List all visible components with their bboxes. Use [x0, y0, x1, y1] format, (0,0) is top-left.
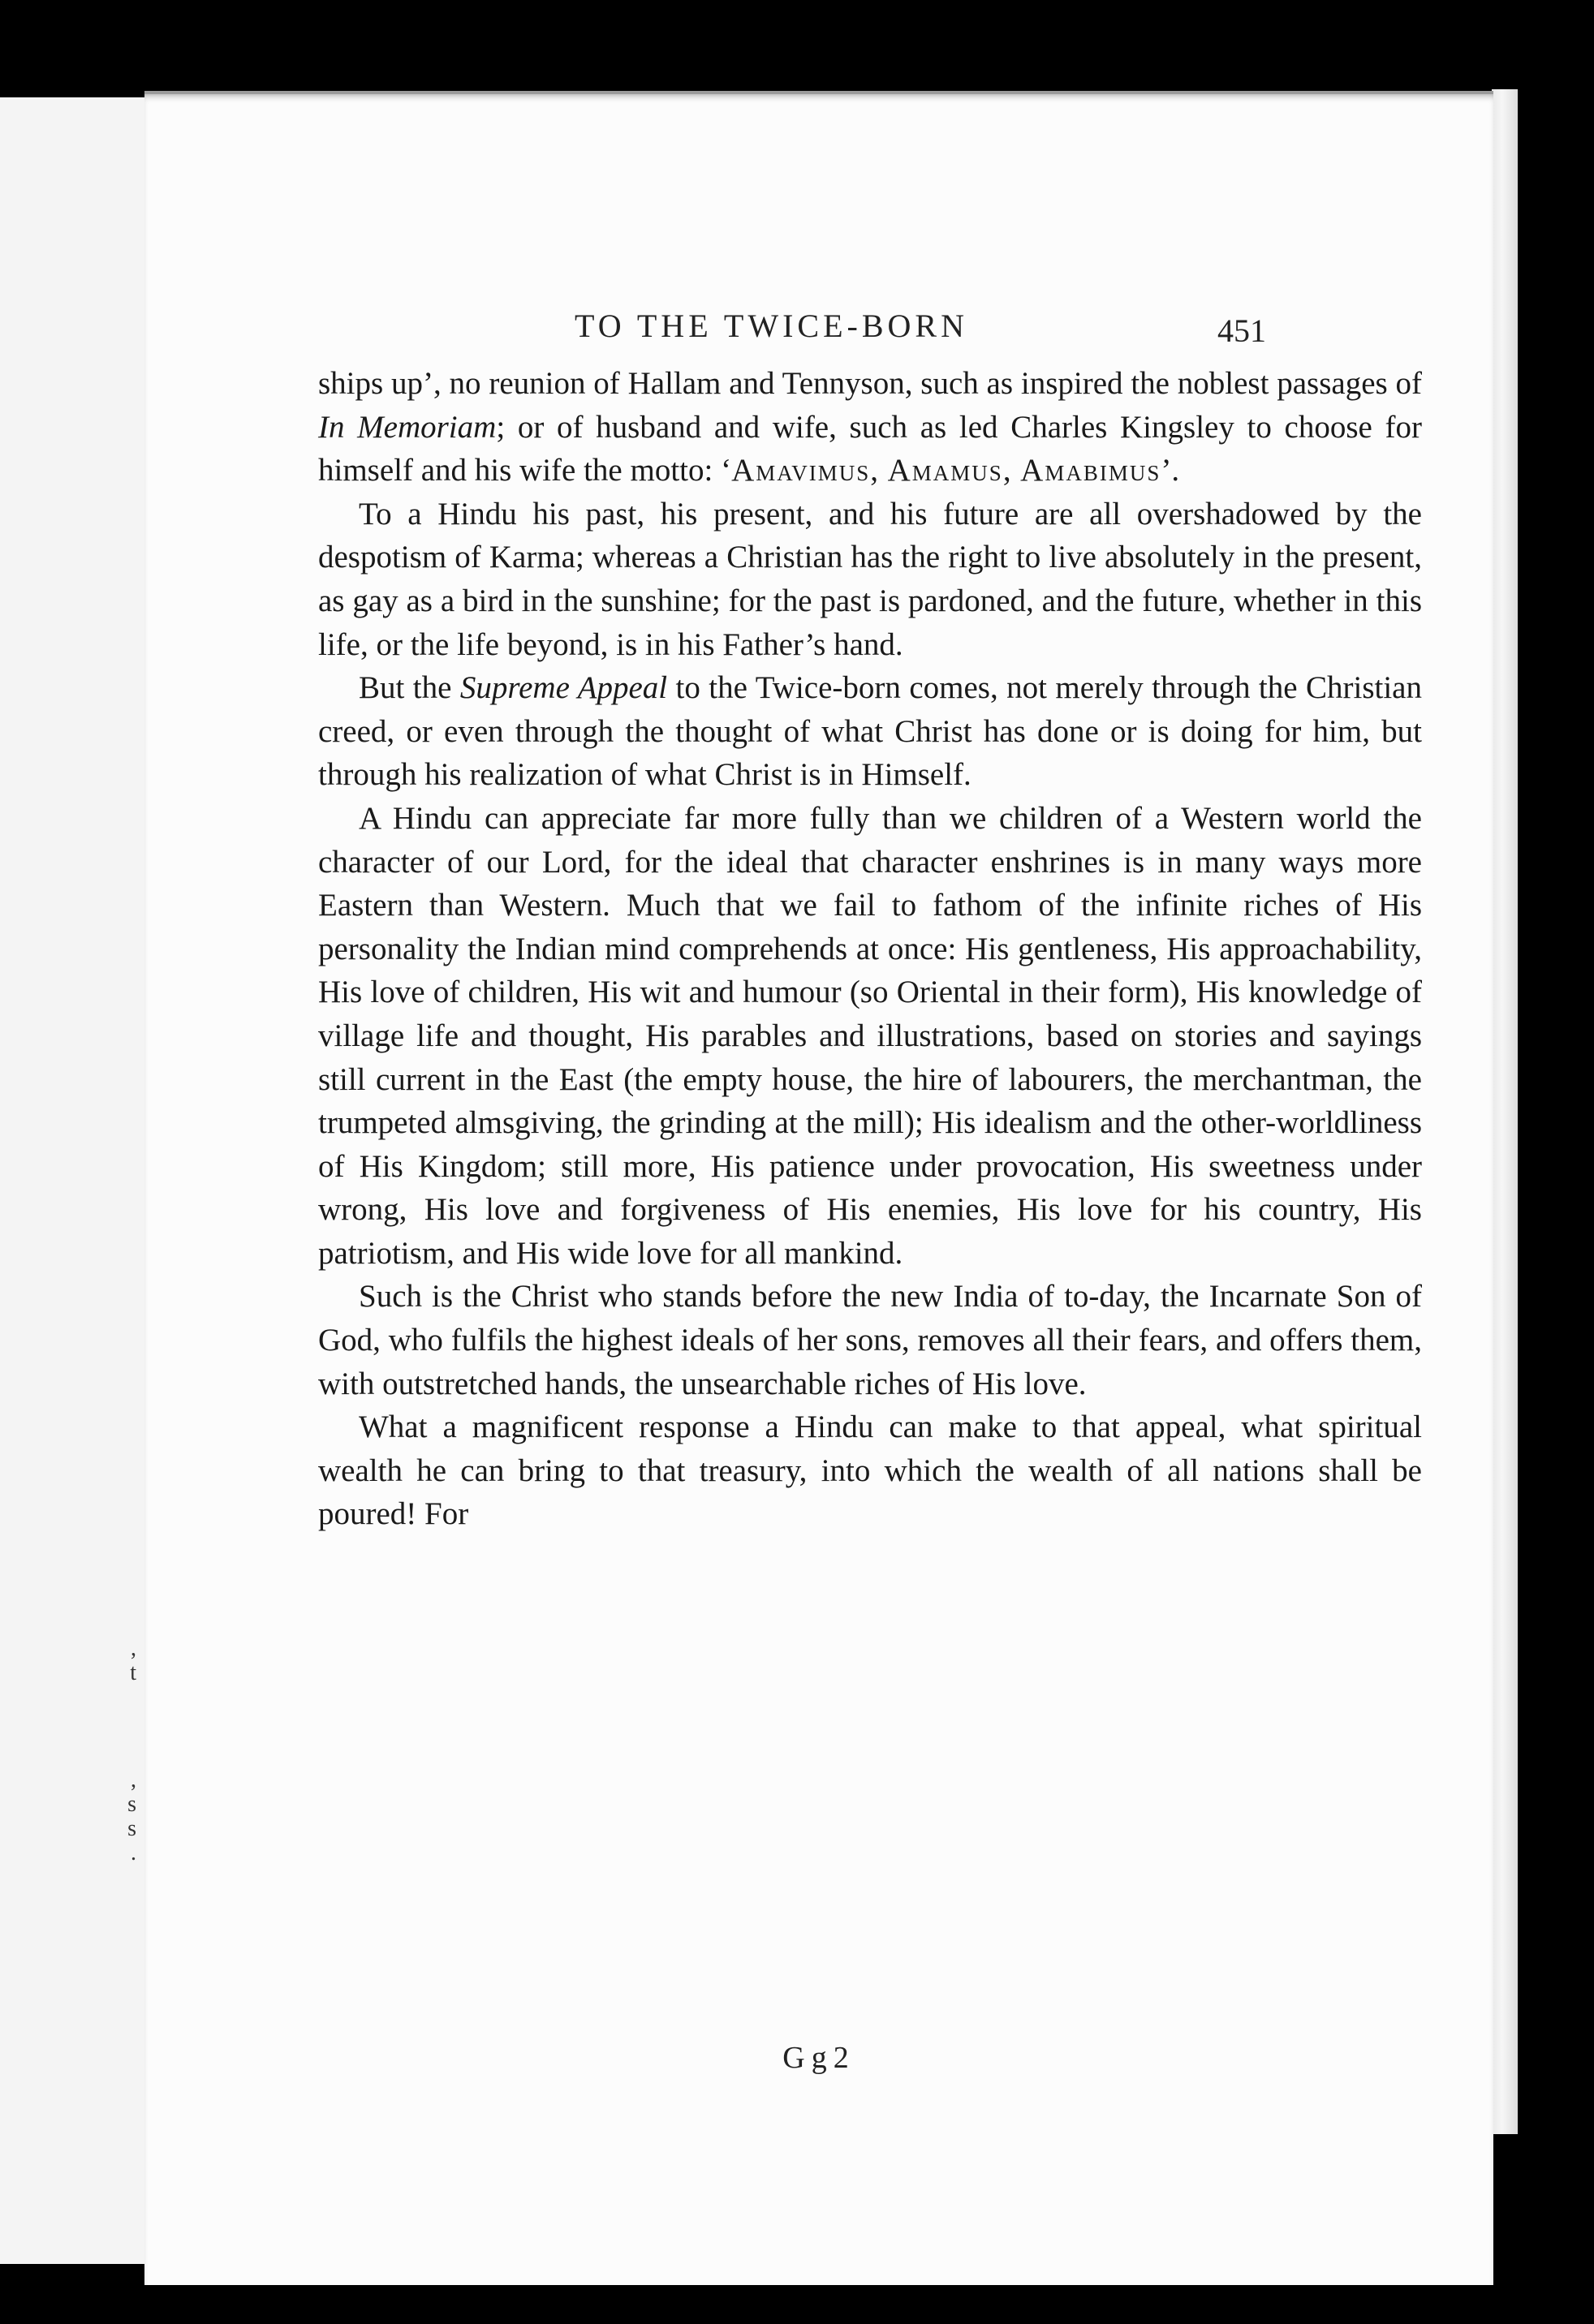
paragraph [318, 1405, 1422, 1536]
text-run: But the [359, 670, 460, 706]
text-run: ’. [1161, 453, 1180, 488]
body-text [318, 362, 1422, 1536]
left-page-mark: t [130, 1660, 136, 1685]
left-page-mark: , [131, 1767, 136, 1792]
adjacent-left-page [0, 97, 147, 2264]
left-page-mark: s [127, 1816, 136, 1841]
page-number: 451 [1217, 312, 1266, 349]
left-page-mark: . [131, 1840, 136, 1866]
left-page-mark: s [127, 1792, 136, 1817]
text-run: To a Hindu his past, his present, and his future are all overshadowed by the despotism of Karma; whereas a Christian has the right to live absolutely in the present, as gay as a bird in the sunshine; for the past is pardoned, and the future, whether in this life, or the life beyond, is in his Father’s hand. [318, 496, 1422, 662]
paragraph [318, 493, 1422, 666]
paragraph [318, 1275, 1422, 1405]
left-page-marks [0, 97, 144, 2264]
text-run: ships up’, no reunion of Hallam and Tennyson, such as inspired the noblest passages of [318, 366, 1422, 401]
small-caps-text: Amavimus, Amamus, Amabimus [731, 453, 1161, 488]
text-run: to the Twice-born comes, not merely through the Christian creed, or even through the thought of what Christ has done or is doing for him, but through his realization of what Christ is in Himself. [318, 670, 1422, 793]
book-page [144, 91, 1493, 2285]
text-run: Such is the Christ who stands before the new India of to-day, the Incarnate Son of God, who fulfils the highest ideals of her sons, removes all their fears, and offers them, with outstretched hands, the unsearchable riches of His love. [318, 1279, 1422, 1401]
text-run: A Hindu can appreciate far more fully than we children of a Western world the character of our Lord, for the ideal that character enshrines is in many ways more Eastern than Western. Much that we fail to fathom of the infinite riches of His personality the Indian mind comprehends at once: His gentleness, His approachability, His love of children, His wit and humour (so Oriental in their form), His knowledge of village life and thought, His parables and illustrations, based on stories and sayings still current in the East (the empty house, the hire of labourers, the merchantman, the trumpeted almsgiving, the grinding at the mill); His idealism and the other-worldliness of His Kingdom; still more, His patience under provocation, His sweetness under wrong, His love and forgiveness of His enemies, His love for his country, His patriotism, and His wide love for all mankind. [318, 800, 1422, 1271]
text-run: ; or of husband and wife, such as led Charles Kingsley to choose for himself and his wife the motto: ‘ [318, 409, 1422, 488]
italic-text: In Memoriam [318, 409, 497, 445]
left-page-mark: , [131, 1636, 136, 1661]
paragraph [318, 666, 1422, 797]
paragraph [318, 362, 1422, 493]
running-head-title: TO THE TWICE-BORN [575, 308, 968, 344]
signature-mark: Gg2 [782, 2041, 855, 2075]
page-edge [1492, 89, 1518, 2134]
running-head [144, 307, 1493, 347]
italic-text: Supreme Appeal [459, 670, 668, 706]
paragraph [318, 797, 1422, 1276]
text-run: What a magnificent response a Hindu can make to that appeal, what spiritual wealth he can bring to that treasury, into which the wealth of all nations shall be poured! For [318, 1409, 1422, 1532]
